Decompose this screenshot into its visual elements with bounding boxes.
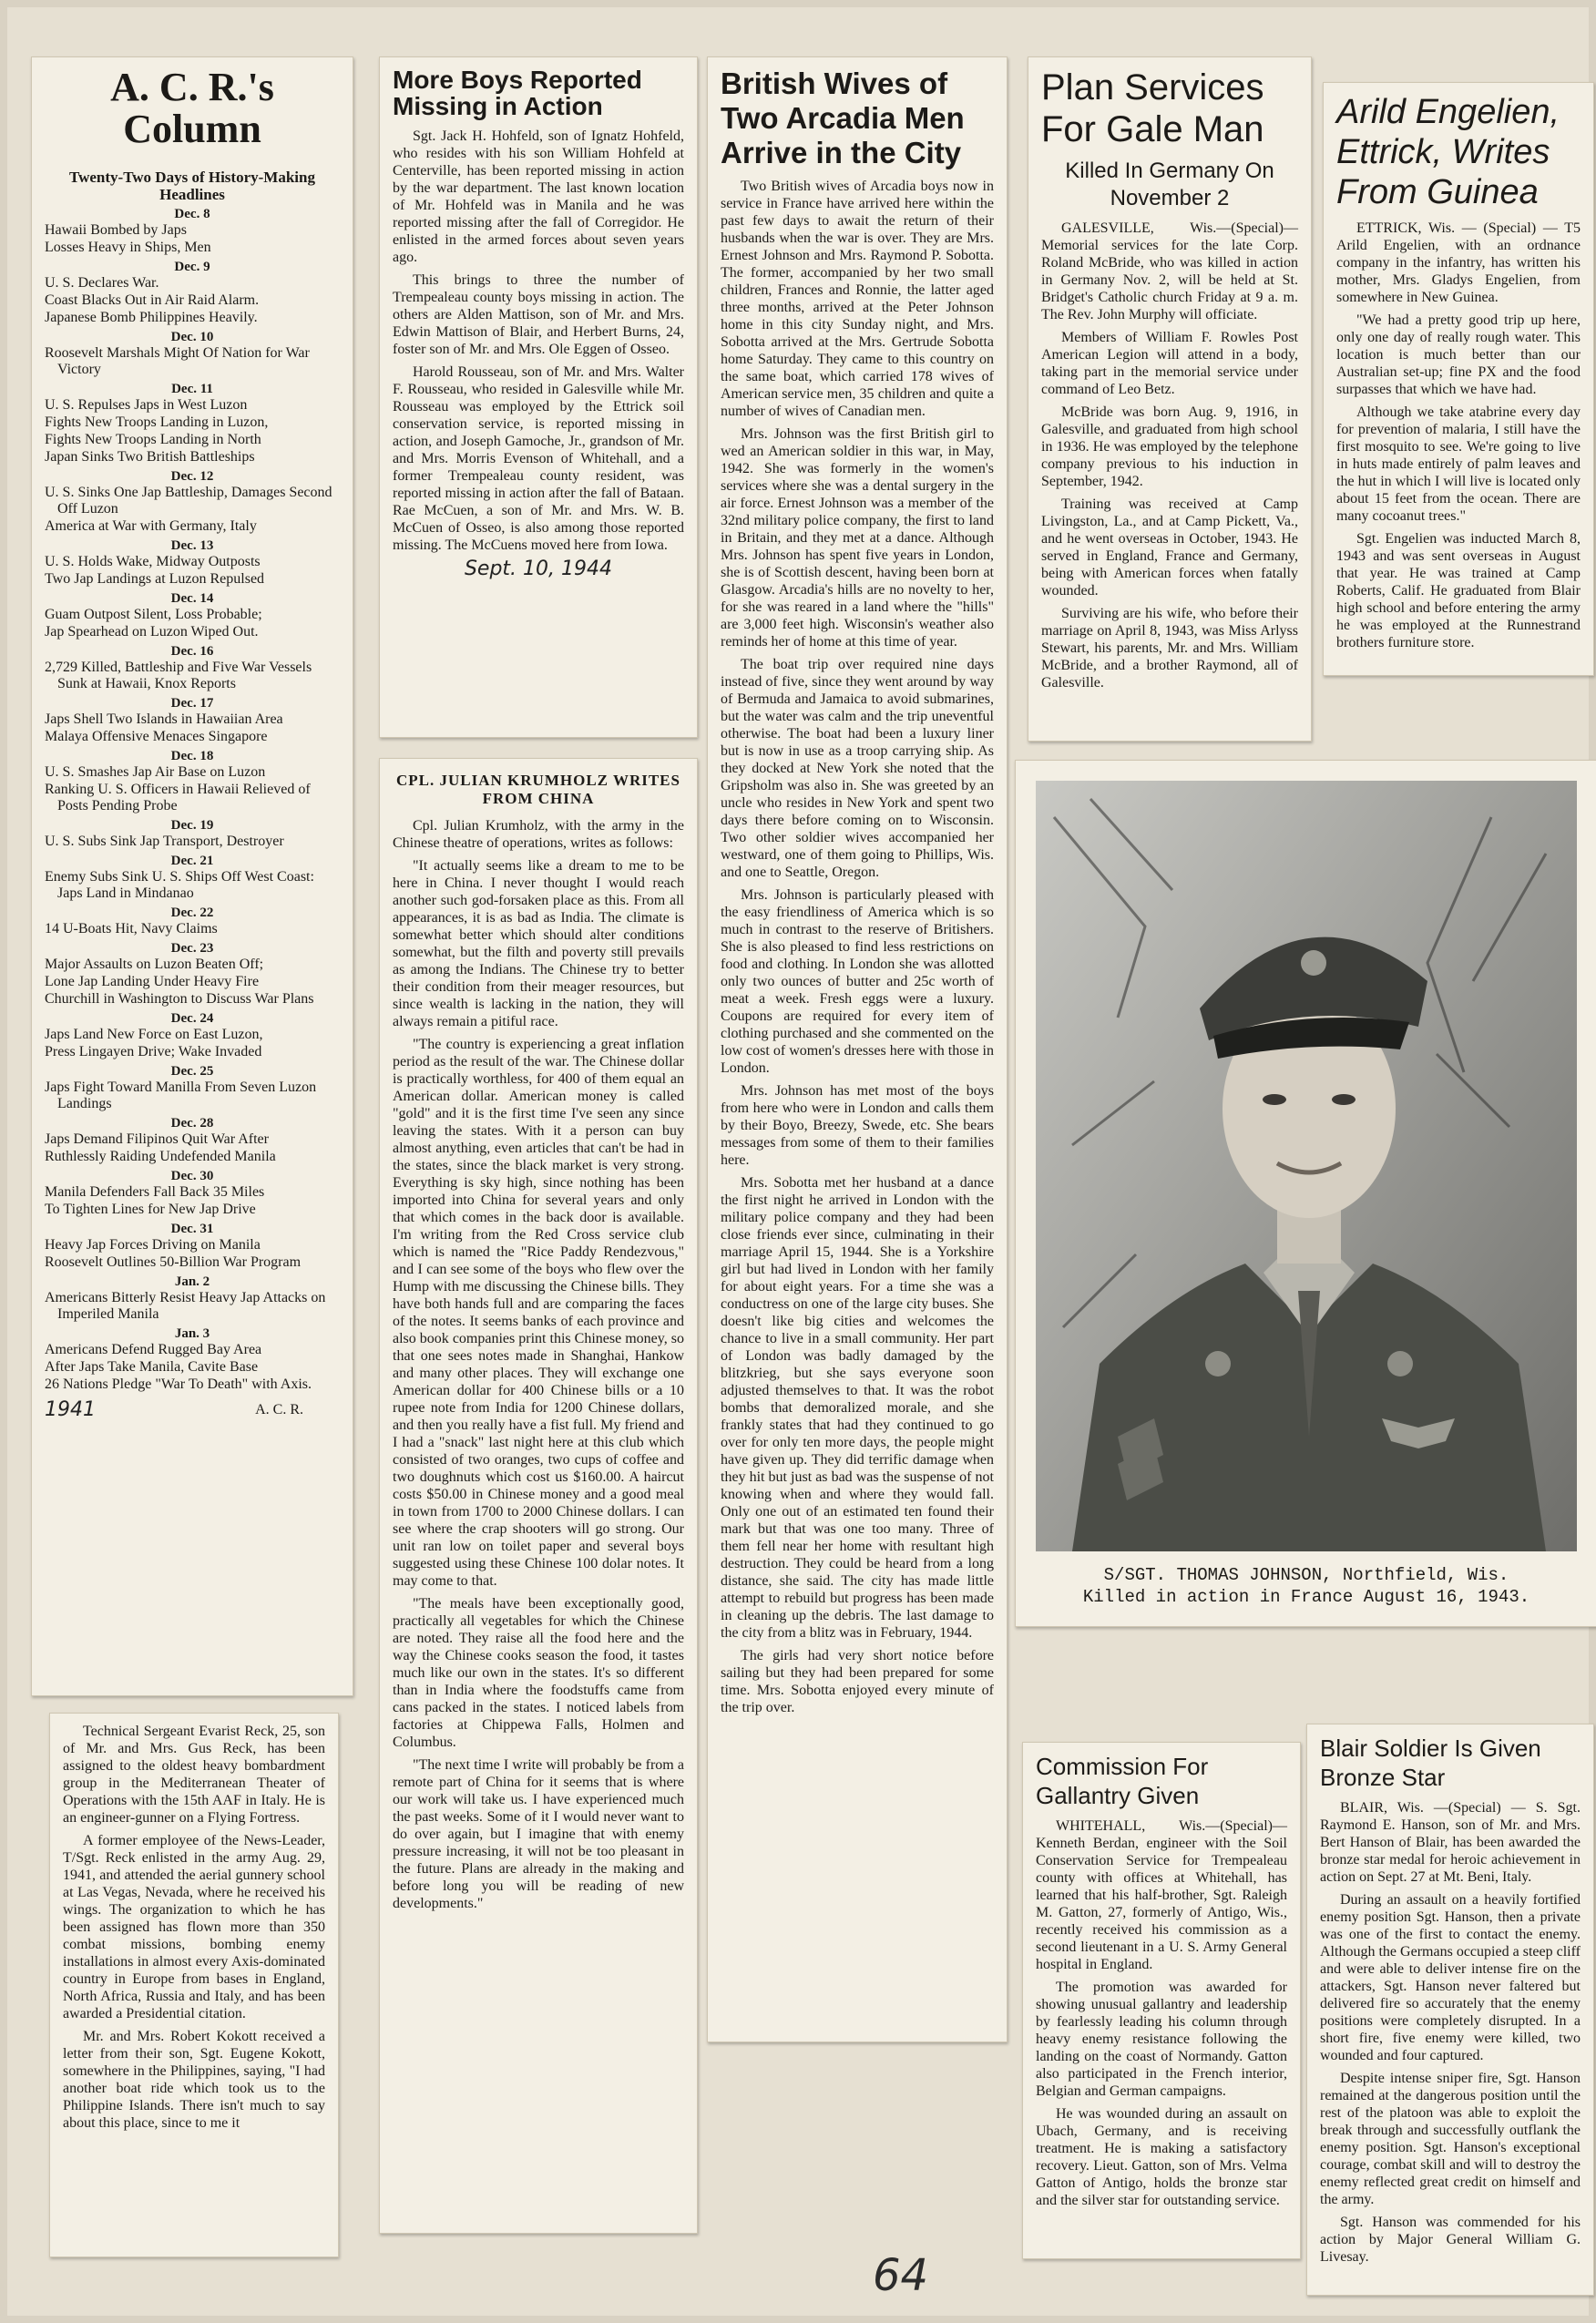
hanson-paragraph: Despite intense sniper fire, Sgt. Hanson remained at the dangerous position until the rest of the platoon was able to exploit the break through and successfully outflank the enemy position. Sgt. Hanson's exceptional courage, combat skill and will to destroy the enemy reflected great credit on himself and the army. bbox=[1320, 2071, 1581, 2207]
acr-headline-item: Fights New Troops Landing in North bbox=[45, 432, 261, 448]
missing-article-headline: More Boys Reported Missing in Action bbox=[393, 66, 642, 121]
british-wives-paragraph: Mrs. Johnson has met most of the boys from here who were in London and calls them by their Boyo, Breezy, Swede, etc. She bears messages from some of them to their families here. bbox=[721, 1083, 994, 1168]
krumholz-article bbox=[379, 758, 698, 2234]
acr-date-heading: Dec. 25 bbox=[170, 1064, 214, 1080]
acr-date-heading: Dec. 28 bbox=[170, 1116, 214, 1131]
reck-paragraph: A former employee of the News-Leader, T/Sgt. Reck enlisted in the army Aug. 29, 1941, and attended the aerial gunnery school at Las Vegas, Nevada, where he received his wings. The organization to which he has been assigned has flown more than 350 combat missions, bombing enemy installations in almost every Axis-dominated country in Europe from bases in England, North Africa, Russia and Italy, and has been awarded a Presidential citation. bbox=[63, 1833, 325, 2021]
engelien-paragraph: ETTRICK, Wis. — (Special) — T5 Arild Engelien, with an ordnance company in the infantry, has written his mother, Mrs. Gladys Engelien, from somewhere in New Guinea. bbox=[1336, 220, 1581, 305]
acr-headline-item: Press Lingayen Drive; Wake Invaded bbox=[45, 1044, 262, 1060]
gatton-headline: Commission For Gallantry Given bbox=[1036, 1753, 1209, 1809]
acr-headline-item: U. S. Smashes Jap Air Base on Luzon bbox=[45, 764, 266, 781]
gatton-paragraph: WHITEHALL, Wis.—(Special)—Kenneth Berdan, engineer with the Soil Conservation Service for Trempealeau county with offices at Whitehall, has learned that his half-brother, Sgt. Raleigh M. Gatton, 27, formerly of Antigo, Wis., recently received his commission as a second lieutenant in a U. S. Army General hospital in England. bbox=[1036, 1818, 1287, 1972]
missing-paragraph: Harold Rousseau, son of Mr. and Mrs. Walter F. Rousseau, who resided in Galesville while Mr. Rousseau was employed by the Ettrick soil conservation service, is reported missing in action, and Joseph Gamoche, Jr., grandson of Mr. and Mrs. Morris Evenson of Whitehall, and a former Trempealeau county resident, was reported missing in action after the fall of Bataan. Rae McCuen, a son of Mr. and Mrs. W. B. McCuen of Osseo, is also among those reported missing. The McCuens moved here from Iowa. bbox=[393, 363, 684, 553]
year-note: 1941 bbox=[45, 1398, 96, 1422]
gale-paragraph: Training was received at Camp Livingston, La., and at Camp Pickett, Va., and he went overseas in October, 1943. He served in England, France and Germany, being with American forces when fatally wounded. bbox=[1041, 496, 1298, 599]
acr-column-title: A. C. R.'s Column bbox=[110, 65, 274, 152]
acr-date-heading: Dec. 8 bbox=[174, 207, 210, 222]
gatton-paragraph: He was wounded during an assault on Ubach, Germany, and is receiving treatment. He is making a satisfactory recovery. Lieut. Gatton, son of Mrs. Velma Gatton of Antigo, holds the bronze star and the silver star for outstanding service. bbox=[1036, 2106, 1287, 2208]
british-wives-paragraph: Mrs. Sobotta met her husband at a dance the first night he arrived in London with the military police company and they had been close friends ever since, culminating in their marriage April 15, 1944. She is a Yorkshire girl but had lived in London with her family for about eight years. For a time she was a conductress on one of the large city buses. She doesn't like big cities and welcomes the chance to live in a small community. Her part of London was badly damaged by the blitzkrieg, but she says everyone soon adjusted themselves to that. It was the robot bombs that demoralized morale, and she frankly states that had they continued to go over for only ten more days, the people might have given up. They did terrific damage when they hit but just as bad was the suspense of not knowing when and where they would fall. Only one out of an estimated ten found their mark but that was one too many. Three of them fell near her home with resultant high destruction. They could be heard from a long distance, she said. The city has made little attempt to rebuild but progress has been made in cleaning up the debris. The last damage to the city from a blitz was in February, 1944. bbox=[721, 1175, 994, 1641]
acr-date-heading: Dec. 19 bbox=[170, 818, 214, 834]
acr-headline-item: Roosevelt Outlines 50-Billion War Program bbox=[45, 1254, 302, 1271]
acr-headline-item: Ruthlessly Raiding Undefended Manila bbox=[45, 1149, 276, 1165]
hanson-headline: Blair Soldier Is Given Bronze Star bbox=[1320, 1735, 1541, 1791]
missing-in-action-article bbox=[379, 56, 698, 738]
hanson-paragraph: During an assault on a heavily fortified enemy position Sgt. Hanson, then a private was one of the first to contact the enemy. Although the Germans occupied a steep cliff and were able to deliver intense fire on the attackers, Sgt. Hanson never faltered but delivered fire so accurately that the enemy positions were completely disrupted. In a short fire, five enemy were killed, two wounded and four captured. bbox=[1320, 1892, 1581, 2063]
krumholz-paragraph: Cpl. Julian Krumholz, with the army in the Chinese theatre of operations, writes as follows: bbox=[393, 818, 684, 851]
acr-date-heading: Dec. 18 bbox=[170, 749, 214, 764]
acr-headline-item: Guam Outpost Silent, Loss Probable; bbox=[45, 607, 262, 623]
acr-headline-item: 14 U-Boats Hit, Navy Claims bbox=[45, 921, 218, 937]
reck-paragraph: Technical Sergeant Evarist Reck, 25, son of Mr. and Mrs. Gus Reck, has been assigned to the oldest heavy bombardment group in the Mediterranean Theater of Operations with the 15th AAF in Italy. He is an engineer-gunner on a Flying Fortress. bbox=[63, 1724, 325, 1826]
acr-headline-item: U. S. Sinks One Jap Battleship, Damages Second Off Luzon bbox=[45, 485, 332, 517]
hanson-paragraph: Sgt. Hanson was commended for his action by Major General William G. Livesay. bbox=[1320, 2215, 1581, 2265]
acr-headline-item: U. S. Repulses Japs in West Luzon bbox=[45, 397, 248, 414]
acr-headline-item: U. S. Subs Sink Jap Transport, Destroyer bbox=[45, 834, 284, 850]
acr-headline-item: U. S. Holds Wake, Midway Outposts bbox=[45, 554, 261, 570]
acr-column-clipping bbox=[31, 56, 353, 1696]
acr-headline-item: Churchill in Washington to Discuss War Plans bbox=[45, 991, 314, 1008]
acr-headline-item: Two Jap Landings at Luzon Repulsed bbox=[45, 571, 265, 588]
photo-caption-line2: Killed in action in France August 16, 1943. bbox=[1082, 1587, 1530, 1607]
gatton-paragraph: The promotion was awarded for showing unusual gallantry and leadership by fearlessly leading his column through heavy enemy resistance following the landing on the coast of Normandy. Gatton also participated in the French interior, Belgian and German campaigns. bbox=[1036, 1980, 1287, 2099]
acr-headline-item: Losses Heavy in Ships, Men bbox=[45, 240, 211, 256]
reck-article bbox=[49, 1713, 339, 2257]
acr-headline-item: Malaya Offensive Menaces Singapore bbox=[45, 729, 268, 745]
gale-paragraph: GALESVILLE, Wis.—(Special)—Memorial services for the late Corp. Roland McBride, who was killed in action in Germany Nov. 2, will be held at St. Bridget's Catholic church Friday at 9 a. m. The Rev. John Murphy will officiate. bbox=[1041, 220, 1298, 322]
british-wives-article bbox=[707, 56, 1008, 2042]
acr-headline-item: Japanese Bomb Philippines Heavily. bbox=[45, 310, 258, 326]
acr-headline-item: To Tighten Lines for New Jap Drive bbox=[45, 1202, 256, 1218]
gallantry-commission-article bbox=[1022, 1742, 1301, 2259]
acr-date-heading: Dec. 12 bbox=[170, 469, 214, 485]
page-number: 64 bbox=[873, 2250, 929, 2301]
acr-headline-item: Major Assaults on Luzon Beaten Off; bbox=[45, 957, 264, 973]
acr-date-heading: Dec. 31 bbox=[170, 1222, 214, 1237]
british-wives-paragraph: Mrs. Johnson was the first British girl to wed an American soldier in this war, in May, 1942. She was formerly in the women's services where she was a dental surgery in the air force. Ernest Johnson was a member of the 32nd military police company, the first to land in Britain, and they met at a dance. Although Mrs. Johnson has spent five years in London, she is of Scottish descent, having been born at Glasgow. Arcadia's hills are no novelty to her, for she was reared in a land where the "hills" are 3,000 feet high. Wisconsin's weather also reminds her of home at this time of year. bbox=[721, 426, 994, 650]
acr-headline-item: Japs Fight Toward Manilla From Seven Luzon Landings bbox=[45, 1080, 317, 1112]
gale-subhead: Killed In Germany On November 2 bbox=[1065, 159, 1274, 210]
acr-headline-item: Americans Bitterly Resist Heavy Jap Attacks on Imperiled Manila bbox=[45, 1290, 326, 1323]
acr-date-heading: Dec. 22 bbox=[170, 906, 214, 921]
acr-date-heading: Dec. 14 bbox=[170, 591, 214, 607]
acr-headline-item: 2,729 Killed, Battleship and Five War Vessels Sunk at Hawaii, Knox Reports bbox=[45, 660, 312, 692]
soldier-portrait-image bbox=[1036, 781, 1577, 1551]
krumholz-paragraph: "The meals have been exceptionally good, practically all vegetables for which the Chinese are noted. They raise all the food here and the way the Chinese cooks season the food, it tastes much like our own in the states. It's so different than in India where the foodstuffs came from cans packed in the states. I noticed labels from factories at Chippewa Falls, Holmen and Columbus. bbox=[393, 1596, 684, 1750]
acr-headline-item: After Japs Take Manila, Cavite Base bbox=[45, 1359, 259, 1376]
british-wives-headline: British Wives of Two Arcadia Men Arrive in the City bbox=[721, 67, 965, 169]
acr-date-heading: Jan. 2 bbox=[174, 1274, 210, 1290]
acr-headline-item: Lone Jap Landing Under Heavy Fire bbox=[45, 974, 260, 990]
acr-headline-item: Ranking U. S. Officers in Hawaii Relieved of Posts Pending Probe bbox=[45, 782, 311, 814]
gale-paragraph: Members of William F. Rowles Post American Legion will attend in a body, taking part in the memorial service under command of Leo Betz. bbox=[1041, 330, 1298, 397]
acr-date-heading: Dec. 30 bbox=[170, 1169, 214, 1184]
acr-date-heading: Dec. 16 bbox=[170, 644, 214, 660]
missing-paragraph: Sgt. Jack H. Hohfeld, son of Ignatz Hohfeld, who resides with his son William Hohfeld at Centerville, has been reported missing in action by the war department. The last known location of Mr. Hohfeld was in Manila and he was reported missing after the fall of Corregidor. He enlisted in the armed forces about seven years ago. bbox=[393, 128, 684, 265]
acr-headline-item: 26 Nations Pledge "War To Death" with Axis. bbox=[45, 1376, 312, 1393]
gale-man-article bbox=[1028, 56, 1312, 742]
scrapbook-page bbox=[7, 7, 1589, 2316]
acr-date-heading: Jan. 3 bbox=[174, 1326, 210, 1342]
hanson-paragraph: BLAIR, Wis. —(Special) — S. Sgt. Raymond E. Hanson, son of Mr. and Mrs. Bert Hanson of Blair, has been awarded the bronze star medal for heroic achievement in action on Sept. 27 at Mt. Beni, Italy. bbox=[1320, 1800, 1581, 1885]
acr-date-heading: Dec. 11 bbox=[171, 382, 213, 397]
acr-date-heading: Dec. 23 bbox=[170, 941, 214, 957]
acr-date-heading: Dec. 13 bbox=[170, 538, 214, 554]
engelien-headline: Arild Engelien, Ettrick, Writes From Guinea bbox=[1336, 93, 1560, 211]
soldier-photo-clipping bbox=[1015, 760, 1596, 1627]
krumholz-paragraph: "The next time I write will probably be from a remote part of China for it seems that is where our work will take us. I have experienced much the past weeks. Some of it I would never want to do over again, but I imagine that with enemy pressure increasing, it will not be too pleasant in the future. Plans are already in the making and before long you will be reading of new developments." bbox=[393, 1757, 684, 1911]
british-wives-paragraph: Mrs. Johnson is particularly pleased with the easy friendliness of America which is so much in contrast to the reserve of Britishers. She is also pleased to find less restrictions on food and clothing. In London she was allotted only two ounces of butter and 25c worth of meat a week. Fresh eggs were a luxury. Coupons are required for every item of clothing purchased and she commented on the low cost of women's dresses here with those in London. bbox=[721, 887, 994, 1076]
acr-headline-item: Hawaii Bombed by Japs bbox=[45, 222, 187, 239]
acr-headline-item: Japs Land New Force on East Luzon, bbox=[45, 1027, 263, 1043]
krumholz-paragraph: "The country is experiencing a great inflation period as the result of the war. The Chinese dollar is practically worthless, for 400 of them equal an American dollar. American money is called "gold" and it is the first time I've seen any since leaving the states. With it a person can buy almost anything, even articles that can't be had in the states, since the black market is very strong. Everything is sky high, since nothing has been imported into China for several years and only that which comes in the back door is available. I'm writing from the Red Cross service club which is named the "Rice Paddy Rendezvous," and I can see some of the boys who flew over the Hump with me discussing the Chinese bills. They have both hands full and are comparing the faces of the notes. It seems banks of each province and also book companies print this Chinese money, so that one sees notes made in Shanghai, Hankow and many other places. They will exchange one American dollar for 400 Chinese bills or a 10 rupee note from India for 1200 Chinese dollars, and then you really have a fist full. My friend and I had a "snack" last night here at this club which consisted of two oranges, two cups of coffee and two doughnuts which cost us $160.00. A haircut costs $50.00 in Chinese money and a good meal in town from 1700 to 2000 Chinese dollars. I can see where the crap shooters will go strong. Our unit ran low on toilet paper and several boys suggested using these Chinese 100 dolar notes. It may come to that. bbox=[393, 1037, 684, 1589]
british-wives-paragraph: The girls had very short notice before sailing but they had been prepared for some time. Mrs. Sobotta enjoyed every minute of the trip over. bbox=[721, 1648, 994, 1715]
acr-column-subtitle: Twenty-Two Days of History-Making Headlines bbox=[69, 169, 315, 204]
krumholz-paragraph: "It actually seems like a dream to me to be here in China. I never thought I would reach another such god-forsaken place as this. From all appearances, it is as bad as India. The climate is somewhat better which should alter conditions somewhat, but the filth and poverty still prevails as among the Indians. The Chinese try to better their condition from their meager resources, but since wealth is lacking in the nation, they will always remain a pitiful race. bbox=[393, 858, 684, 1029]
acr-headline-item: Coast Blacks Out in Air Raid Alarm. bbox=[45, 292, 260, 309]
reck-paragraph: Mr. and Mrs. Robert Kokott received a letter from their son, Sgt. Eugene Kokott, somewhere in the Philippines, saying, "I had another boat ride which took us to the Philippine Islands. There isn't much to say about this place, since to me it bbox=[63, 2029, 325, 2131]
missing-paragraph: This brings to three the number of Trempealeau county boys missing in action. The others are Alden Mattison, son of Mr. and Mrs. Edwin Mattison of Blair, and Herbert Burns, 24, foster son of Mr. and Mrs. Ole Eggen of Osseo. bbox=[393, 271, 684, 357]
british-wives-paragraph: The boat trip over required nine days instead of five, since they went around by way of Bermuda and Jamaica to avoid submarines, but the water was calm and the trip uneventful otherwise. The boat had been a luxury liner but is now in use as a troop carrying ship. As they docked at New York she noted that the Gripsholm was also in. She was greeted by an uncle who resides in New York and spent two days there before coming on to Wisconsin. Two other soldier wives accompanied her westward, one of them going to Phillips, Wis. and one to Seattle, Oregon. bbox=[721, 657, 994, 880]
missing-date-note: Sept. 10, 1944 bbox=[464, 557, 613, 580]
engelien-paragraph: "We had a pretty good trip up here, only one day of really rough water. This location is much better than our Australian set-up; fine PX and the food surpasses that which we have had. bbox=[1336, 312, 1581, 397]
acr-headline-item: Fights New Troops Landing in Luzon, bbox=[45, 414, 269, 431]
gale-paragraph: McBride was born Aug. 9, 1916, in Galesville, and graduated from high school in 1936. He was employed by the telephone company previous to his induction in September, 1942. bbox=[1041, 404, 1298, 489]
acr-date-heading: Dec. 9 bbox=[174, 260, 210, 275]
acr-date-heading: Dec. 17 bbox=[170, 696, 214, 711]
acr-date-heading: Dec. 21 bbox=[170, 854, 214, 869]
engelien-paragraph: Although we take atabrine every day for prevention of malaria, I still have the first mosquito to see. We're going to live in huts made entirely of palm leaves and the hut in which I will live is located only about 15 feet from the ocean. There are many cocoanut trees." bbox=[1336, 404, 1581, 524]
photo-caption bbox=[1025, 1564, 1588, 1608]
acr-headline-item: America at War with Germany, Italy bbox=[45, 518, 257, 535]
gale-headline: Plan Services For Gale Man bbox=[1041, 67, 1264, 149]
acr-signature: A. C. R. bbox=[255, 1401, 303, 1417]
engelien-article bbox=[1323, 82, 1594, 676]
gale-paragraph: Surviving are his wife, who before their marriage on April 8, 1943, was Miss Arlyss Stewart, his parents, Mr. and Mrs. William McBride, and a brother Raymond, all of Galesville. bbox=[1041, 606, 1298, 691]
acr-headline-item: Americans Defend Rugged Bay Area bbox=[45, 1342, 262, 1358]
krumholz-headline: CPL. JULIAN KRUMHOLZ WRITES FROM CHINA bbox=[396, 772, 680, 807]
acr-headline-item: U. S. Declares War. bbox=[45, 275, 159, 292]
engelien-paragraph: Sgt. Engelien was inducted March 8, 1943 and was sent overseas in August that year. He was trained at Camp Roberts, Calif. He graduated from Blair high school and before entering the army he was employed at the Runnestrand brothers furniture store. bbox=[1336, 531, 1581, 650]
acr-headline-item: Japs Demand Filipinos Quit War After bbox=[45, 1131, 269, 1148]
acr-headline-item: Jap Spearhead on Luzon Wiped Out. bbox=[45, 624, 259, 640]
acr-headline-item: Enemy Subs Sink U. S. Ships Off West Coast: Japs Land in Mindanao bbox=[45, 869, 314, 902]
acr-date-heading: Dec. 10 bbox=[170, 330, 214, 345]
acr-headline-item: Japs Shell Two Islands in Hawaiian Area bbox=[45, 711, 283, 728]
acr-headline-item: Heavy Jap Forces Driving on Manila bbox=[45, 1237, 261, 1254]
acr-headline-item: Manila Defenders Fall Back 35 Miles bbox=[45, 1184, 265, 1201]
acr-headline-item: Japan Sinks Two British Battleships bbox=[45, 449, 255, 466]
acr-headline-item: Roosevelt Marshals Might Of Nation for War Victory bbox=[45, 345, 310, 378]
bronze-star-article bbox=[1306, 1724, 1594, 2296]
acr-date-heading: Dec. 24 bbox=[170, 1011, 214, 1027]
acr-headline-list bbox=[45, 207, 340, 1393]
photo-caption-line1: S/SGT. THOMAS JOHNSON, Northfield, Wis. bbox=[1103, 1565, 1509, 1585]
british-wives-paragraph: Two British wives of Arcadia boys now in service in France have arrived here within the past few days to await the return of their husbands when the war is over. They are Mrs. Ernest Johnson and Mrs. Raymond P. Sobotta. The former, accompanied by her two small children, Frances and Ronnie, the latter aged three months, arrived at the Peter Johnson home in this city Sunday night, and Mrs. Sobotta arrived at the Mrs. Gertrude Sobotta home Saturday. They came to this country on the same boat, which carried 178 wives of American service men, 35 children and quite a number of wives of Canadian men. bbox=[721, 179, 994, 419]
